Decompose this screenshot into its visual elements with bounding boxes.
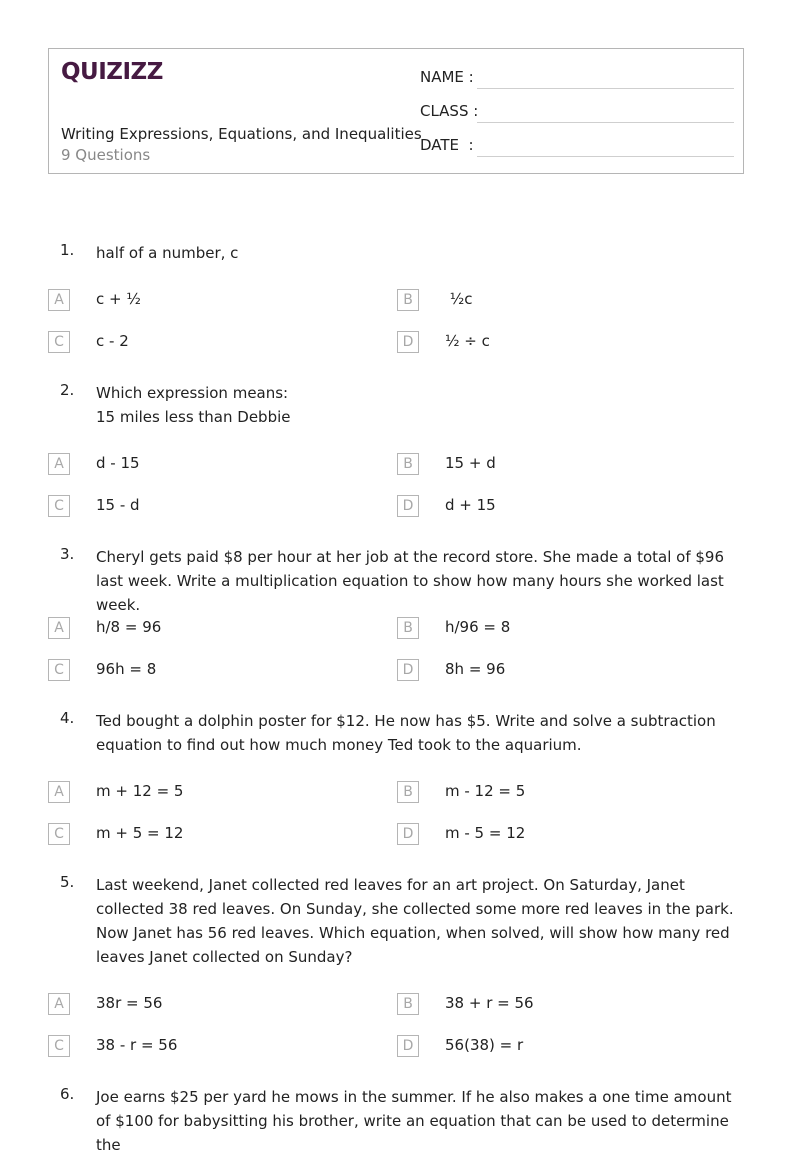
option-letter: A [48,993,70,1015]
q3-option-b[interactable] [397,617,697,641]
q3-option-a[interactable] [48,617,348,641]
option-text: 8h = 96 [445,660,506,678]
question-text: Ted bought a dolphin poster for $12. He now has $5. Write and solve a subtraction equation to find out how much money Ted took to the aquarium. [96,712,716,754]
q2-option-a[interactable] [48,453,348,477]
option-text: m + 12 = 5 [96,782,184,800]
q4-option-c[interactable] [48,823,348,847]
q2-option-d[interactable] [397,495,697,519]
option-letter: A [48,617,70,639]
question-number: 6. [60,1085,75,1103]
option-letter: B [397,781,419,803]
option-text: ½ ÷ c [445,332,490,350]
option-text: h/96 = 8 [445,618,511,636]
q2-option-b[interactable] [397,453,697,477]
option-text: m + 5 = 12 [96,824,184,842]
q4-option-d[interactable] [397,823,697,847]
name-label: NAME : [420,68,474,86]
question-text: Last weekend, Janet collected red leaves for an art project. On Saturday, Janet collected 38 red leaves. On Sunday, she collected some more red leaves in the park. Now Janet has 56 red leaves. Which equation, when solved, will show how many red leaves Janet collected on Sunday? [96,876,734,966]
option-letter: A [48,781,70,803]
option-text: c - 2 [96,332,129,350]
option-letter: D [397,823,419,845]
name-field[interactable] [420,68,734,92]
date-field[interactable] [420,136,734,160]
name-line [477,88,734,89]
option-text: c + ½ [96,290,141,308]
option-letter: A [48,453,70,475]
option-letter: B [397,453,419,475]
q5-option-a[interactable] [48,993,348,1017]
q5-option-d[interactable] [397,1035,697,1059]
q1-option-b[interactable] [397,289,697,313]
class-label: CLASS : [420,102,479,120]
class-line [477,122,734,123]
question-number: 2. [60,381,75,399]
option-text: 56(38) = r [445,1036,524,1054]
option-letter: C [48,823,70,845]
date-line [477,156,734,157]
option-letter: C [48,1035,70,1057]
q5-option-b[interactable] [397,993,697,1017]
option-text: m - 12 = 5 [445,782,526,800]
option-letter: B [397,289,419,311]
option-letter: B [397,617,419,639]
q2-option-c[interactable] [48,495,348,519]
option-letter: C [48,659,70,681]
date-label: DATE : [420,136,474,154]
option-text: 96h = 8 [96,660,157,678]
option-text: m - 5 = 12 [445,824,526,842]
option-letter: D [397,495,419,517]
option-text: d + 15 [445,496,496,514]
option-letter: A [48,289,70,311]
option-text: ½c [445,290,473,308]
q4-option-b[interactable] [397,781,697,805]
question-text: Cheryl gets paid $8 per hour at her job at the record store. She made a total of $96 last week. Write a multiplication equation to show how many hours she worked last week. [96,548,725,614]
question-text: Joe earns $25 per yard he mows in the summer. If he also makes a one time amount of $100 for babysitting his brother, write an equation that can be used to determine the [96,1088,732,1154]
option-letter: D [397,331,419,353]
question-number: 1. [60,241,75,259]
option-text: d - 15 [96,454,140,472]
q3-option-c[interactable] [48,659,348,683]
question-number: 5. [60,873,75,891]
worksheet-title: Writing Expressions, Equations, and Inequalities [61,125,422,143]
option-text: 15 + d [445,454,496,472]
question-number: 4. [60,709,75,727]
worksheet-header [48,48,744,174]
question-text: Which expression means: 15 miles less than Debbie [96,384,291,426]
option-letter: C [48,331,70,353]
option-text: h/8 = 96 [96,618,162,636]
q1-option-c[interactable] [48,331,348,355]
quizizz-logo: QUIZIZZ [61,59,163,85]
q5-option-c[interactable] [48,1035,348,1059]
option-text: 38 - r = 56 [96,1036,178,1054]
question-number: 3. [60,545,75,563]
class-field[interactable] [420,102,734,126]
question-text: half of a number, c [96,244,239,262]
q4-option-a[interactable] [48,781,348,805]
option-text: 38r = 56 [96,994,163,1012]
q1-option-a[interactable] [48,289,348,313]
q1-option-d[interactable] [397,331,697,355]
question-count: 9 Questions [61,146,151,164]
option-text: 38 + r = 56 [445,994,534,1012]
option-letter: B [397,993,419,1015]
option-letter: D [397,1035,419,1057]
option-letter: D [397,659,419,681]
option-text: 15 - d [96,496,140,514]
option-letter: C [48,495,70,517]
q3-option-d[interactable] [397,659,697,683]
